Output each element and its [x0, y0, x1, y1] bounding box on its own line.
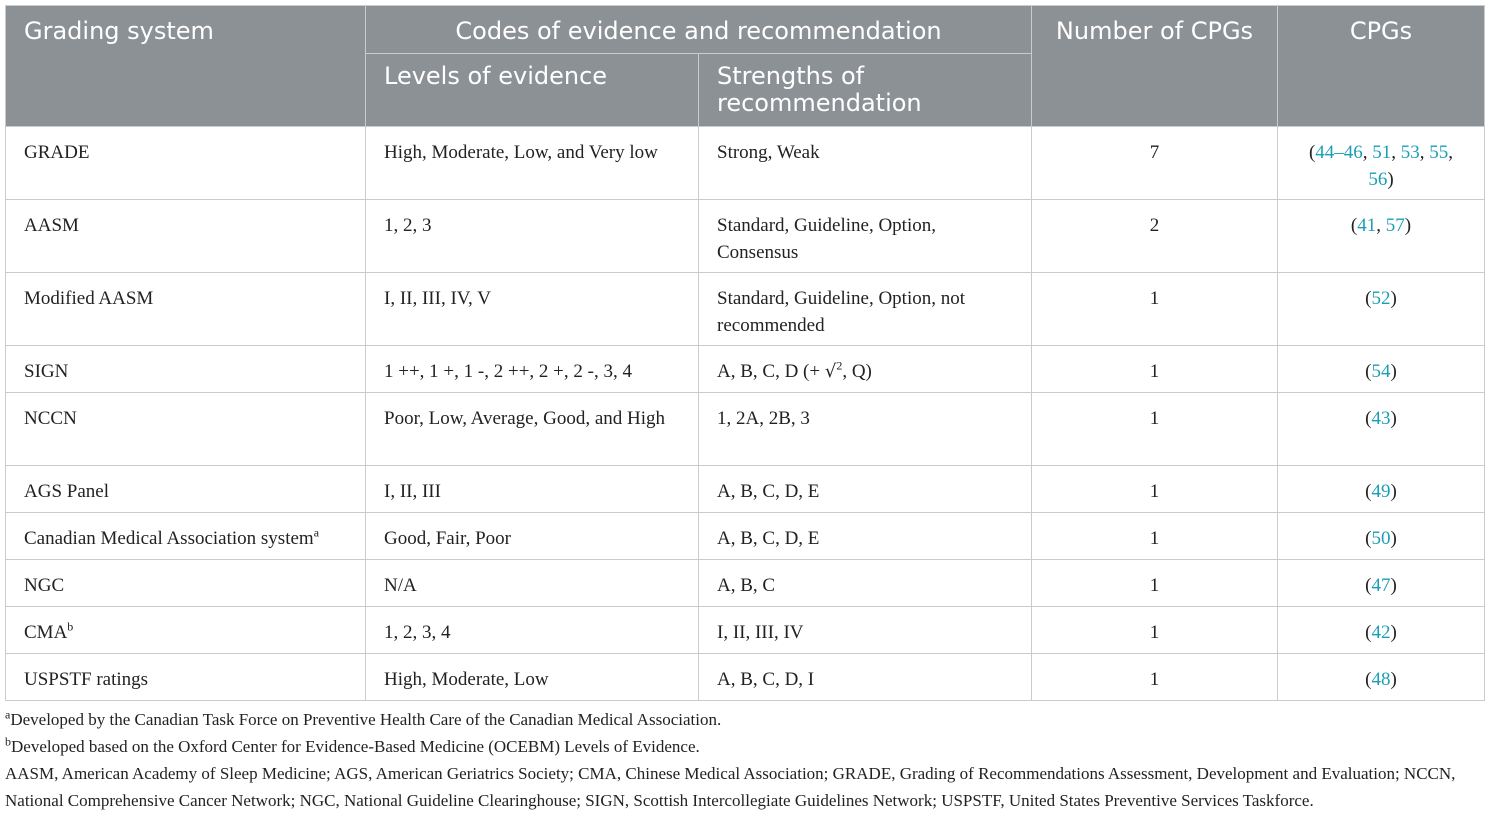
footnote-marker: b [67, 619, 74, 634]
strength-part: , Q) [842, 361, 872, 382]
cell-levels-of-evidence: 1 ++, 1 +, 1 -, 2 ++, 2 +, 2 -, 3, 4 [366, 346, 699, 393]
reference-link[interactable]: 54 [1371, 361, 1391, 382]
reference-link[interactable]: 42 [1371, 622, 1391, 643]
cell-strengths-of-recommendation: 1, 2A, 2B, 3 [699, 393, 1032, 466]
strength-part: √ [824, 361, 837, 382]
cell-levels-of-evidence: 1, 2, 3 [366, 200, 699, 273]
cell-cpgs: (54) [1278, 346, 1485, 393]
cell-levels-of-evidence: I, II, III [366, 466, 699, 513]
header-cpgs: CPGs [1278, 6, 1485, 127]
table-row [6, 466, 1485, 513]
footnote-b-text: Developed based on the Oxford Center for Evidence-Based Medicine (OCEBM) Levels of Evidence. [11, 737, 700, 756]
cell-strengths-of-recommendation: A, B, C [699, 560, 1032, 607]
grading-system-name: USPSTF ratings [24, 669, 149, 690]
table-row [6, 127, 1485, 200]
reference-link[interactable]: 44–46 [1315, 142, 1363, 163]
grading-system-name: GRADE [24, 142, 90, 163]
cell-strengths-of-recommendation: A, B, C, D, E [699, 513, 1032, 560]
cell-number-of-cpgs: 7 [1032, 127, 1278, 200]
footnote-b-mark: b [5, 734, 11, 749]
cell-number-of-cpgs: 1 [1032, 273, 1278, 346]
cell-strengths-of-recommendation: A, B, C, D, E [699, 466, 1032, 513]
table-body [6, 127, 1485, 701]
cell-strengths-of-recommendation: I, II, III, IV [699, 607, 1032, 654]
cell-cpgs: (41, 57) [1278, 200, 1485, 273]
grading-system-name: NGC [24, 575, 65, 596]
cell-number-of-cpgs: 1 [1032, 466, 1278, 513]
grading-system-name: AASM [24, 215, 79, 236]
footnote-b [5, 733, 1484, 760]
reference-link[interactable]: 55 [1429, 142, 1449, 163]
table-row [6, 346, 1485, 393]
cell-grading-system [6, 346, 366, 393]
cell-levels-of-evidence: High, Moderate, Low, and Very low [366, 127, 699, 200]
cell-cpgs: (49) [1278, 466, 1485, 513]
table-row [6, 560, 1485, 607]
grading-system-name: SIGN [24, 361, 69, 382]
cell-number-of-cpgs: 1 [1032, 607, 1278, 654]
cell-strengths-of-recommendation [699, 346, 1032, 393]
cell-cpgs: (50) [1278, 513, 1485, 560]
table-row [6, 607, 1485, 654]
reference-link[interactable]: 53 [1400, 142, 1420, 163]
table-footnotes [5, 706, 1484, 814]
reference-link[interactable]: 49 [1371, 481, 1391, 502]
reference-link[interactable]: 52 [1371, 288, 1391, 309]
reference-link[interactable]: 43 [1371, 408, 1391, 429]
table-row [6, 654, 1485, 701]
header-grading-system: Grading system [6, 6, 366, 127]
reference-link[interactable]: 50 [1371, 528, 1391, 549]
table-row [6, 273, 1485, 346]
cell-strengths-of-recommendation: Strong, Weak [699, 127, 1032, 200]
cell-grading-system [6, 127, 366, 200]
footnote-a [5, 706, 1484, 733]
cell-number-of-cpgs: 1 [1032, 513, 1278, 560]
table-container [5, 5, 1484, 701]
grading-system-name: AGS Panel [24, 481, 109, 502]
reference-link[interactable]: 51 [1372, 142, 1392, 163]
cell-levels-of-evidence: Good, Fair, Poor [366, 513, 699, 560]
cell-cpgs: (43) [1278, 393, 1485, 466]
cell-number-of-cpgs: 2 [1032, 200, 1278, 273]
reference-link[interactable]: 47 [1371, 575, 1391, 596]
cell-levels-of-evidence: Poor, Low, Average, Good, and High [366, 393, 699, 466]
footnote-a-mark: a [5, 707, 11, 722]
cell-cpgs: (42) [1278, 607, 1485, 654]
cell-grading-system [6, 393, 366, 466]
grading-system-name: Modified AASM [24, 288, 154, 309]
footnote-a-text: Developed by the Canadian Task Force on Preventive Health Care of the Canadian Medical Association. [10, 710, 722, 729]
cell-grading-system [6, 513, 366, 560]
grading-system-name: Canadian Medical Association system [24, 528, 314, 549]
strength-part: A, B, C, D (+ [717, 361, 825, 382]
table-row [6, 393, 1485, 466]
cell-grading-system [6, 466, 366, 513]
cell-cpgs: (44–46, 51, 53, 55, 56) [1278, 127, 1485, 200]
footnote-abbreviations: AASM, American Academy of Sleep Medicine; AGS, American Geriatrics Society; CMA, Chinese Medical Association; GRADE, Grading of Recommendations Assessment, Development and Evaluation; NCCN, National Comprehensive Cancer Network; NGC, National Guideline Clearinghouse; SIGN, Scottish Intercollegiate Guidelines Network; USPSTF, United States Preventive Services Taskforce. [5, 764, 1456, 810]
cell-grading-system [6, 654, 366, 701]
strength-part: 2 [836, 358, 843, 373]
cell-grading-system [6, 607, 366, 654]
footnote-marker: a [313, 525, 320, 540]
cell-grading-system [6, 560, 366, 607]
cell-number-of-cpgs: 1 [1032, 560, 1278, 607]
reference-link[interactable]: 41 [1357, 215, 1377, 236]
cell-strengths-of-recommendation: A, B, C, D, I [699, 654, 1032, 701]
header-strengths-of-recommendation: Strengths of recommendation [699, 54, 1032, 127]
cell-levels-of-evidence: 1, 2, 3, 4 [366, 607, 699, 654]
cell-cpgs: (47) [1278, 560, 1485, 607]
reference-link[interactable]: 56 [1368, 169, 1388, 190]
cell-levels-of-evidence: High, Moderate, Low [366, 654, 699, 701]
grading-systems-table [5, 5, 1485, 701]
cell-strengths-of-recommendation: Standard, Guideline, Option, Consensus [699, 200, 1032, 273]
cell-grading-system [6, 273, 366, 346]
cell-cpgs: (52) [1278, 273, 1485, 346]
cell-number-of-cpgs: 1 [1032, 346, 1278, 393]
header-number-of-cpgs: Number of CPGs [1032, 6, 1278, 127]
cell-number-of-cpgs: 1 [1032, 393, 1278, 466]
header-levels-of-evidence: Levels of evidence [366, 54, 699, 127]
table-row [6, 513, 1485, 560]
cell-levels-of-evidence: I, II, III, IV, V [366, 273, 699, 346]
reference-link[interactable]: 57 [1385, 215, 1405, 236]
table-row [6, 200, 1485, 273]
header-codes: Codes of evidence and recommendation [366, 6, 1032, 54]
cell-grading-system [6, 200, 366, 273]
grading-system-name: NCCN [24, 408, 77, 429]
cell-strengths-of-recommendation: Standard, Guideline, Option, not recommended [699, 273, 1032, 346]
cell-cpgs: (48) [1278, 654, 1485, 701]
cell-number-of-cpgs: 1 [1032, 654, 1278, 701]
cell-levels-of-evidence: N/A [366, 560, 699, 607]
grading-system-name: CMA [24, 622, 68, 643]
reference-link[interactable]: 48 [1371, 669, 1391, 690]
